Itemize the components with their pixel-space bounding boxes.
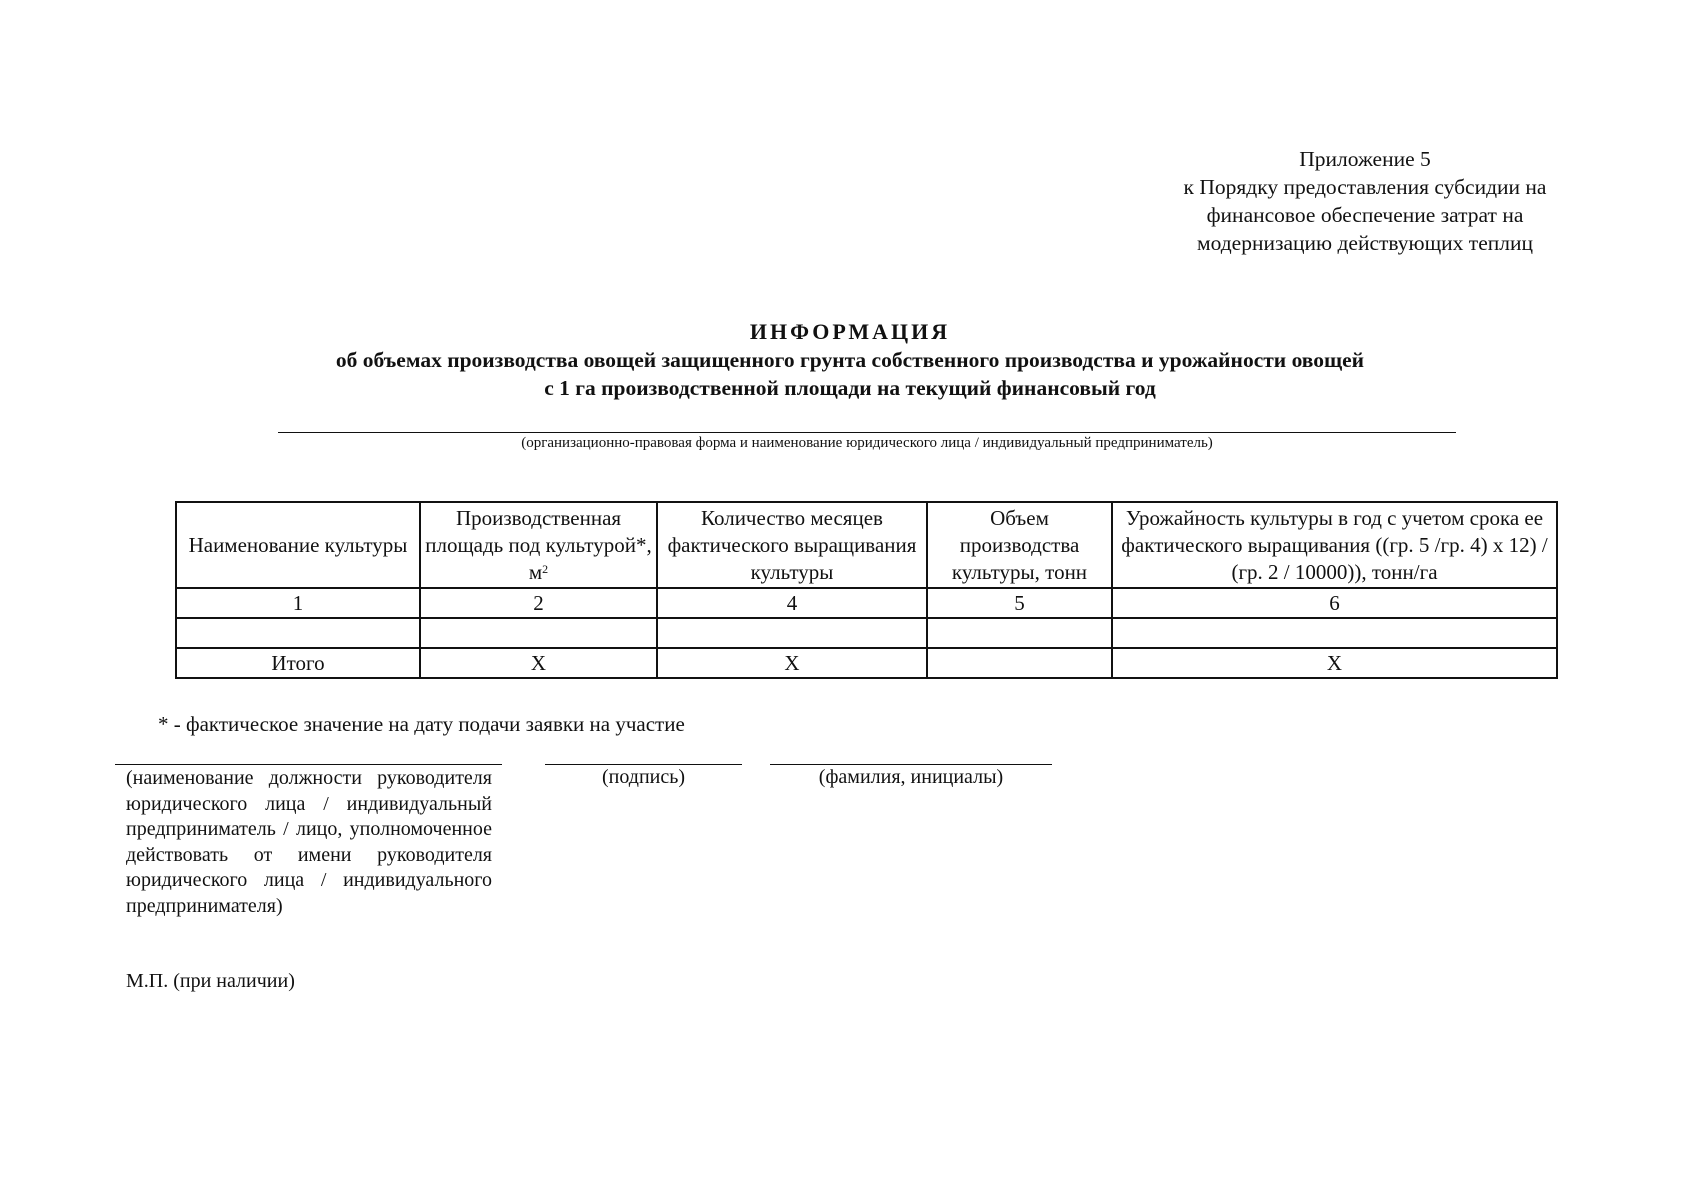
header-production-volume: Объем производства культуры, тонн <box>927 502 1112 588</box>
column-number: 1 <box>176 588 420 618</box>
area-unit-superscript: 2 <box>542 561 549 576</box>
total-cell[interactable] <box>927 648 1112 678</box>
table-cell[interactable] <box>1112 618 1557 648</box>
appendix-line: модернизацию действующих теплиц <box>1197 231 1533 255</box>
signature-line[interactable] <box>545 764 742 765</box>
footnote: * - фактическое значение на дату подачи заявки на участие <box>158 712 685 736</box>
name-line[interactable] <box>770 764 1052 765</box>
column-number: 4 <box>657 588 927 618</box>
production-table <box>175 501 1558 679</box>
signature-caption: (подпись) <box>601 766 686 788</box>
document-subtitle-line-1: об объемах производства овощей защищенного грунта собственного производства и урожайности овощей <box>335 348 1365 372</box>
document-title-block <box>200 318 1500 402</box>
header-months-count: Количество месяцев фактического выращивания культуры <box>657 502 927 588</box>
appendix-line: к Порядку предоставления субсидии на <box>1183 175 1547 199</box>
table-number-row <box>176 588 1557 618</box>
column-number: 5 <box>927 588 1112 618</box>
organization-name-line[interactable] <box>278 432 1456 433</box>
total-cell: X <box>1112 648 1557 678</box>
table-total-row <box>176 648 1557 678</box>
header-production-area-text: Производственная площадь под культурой*, м <box>425 505 652 584</box>
header-production-area <box>420 502 657 588</box>
position-caption: (наименование должности руководителя юридического лица / индивидуальный предприниматель / лицо, уполномоченное действовать от имени руководителя юридического лица / индивидуального предпринимателя) <box>126 767 492 917</box>
table-cell[interactable] <box>420 618 657 648</box>
column-number: 2 <box>420 588 657 618</box>
organization-caption: (организационно-правовая форма и наименование юридического лица / индивидуальный предприниматель) <box>521 435 1213 451</box>
total-cell: X <box>420 648 657 678</box>
stamp-note: М.П. (при наличии) <box>126 970 295 992</box>
appendix-line: Приложение 5 <box>1299 147 1431 171</box>
table-cell[interactable] <box>176 618 420 648</box>
table-cell[interactable] <box>927 618 1112 648</box>
column-number: 6 <box>1112 588 1557 618</box>
total-cell: X <box>657 648 927 678</box>
document-title: ИНФОРМАЦИЯ <box>749 319 951 344</box>
name-caption: (фамилия, инициалы) <box>818 766 1004 788</box>
total-label: Итого <box>176 648 420 678</box>
position-line[interactable] <box>115 764 502 765</box>
header-crop-name: Наименование культуры <box>176 502 420 588</box>
table-header-row <box>176 502 1557 588</box>
appendix-block <box>1150 145 1580 257</box>
table-cell[interactable] <box>657 618 927 648</box>
header-yield: Урожайность культуры в год с учетом срока ее фактического выращивания ((гр. 5 /гр. 4) х 12) / (гр. 2 / 10000)), тонн/га <box>1112 502 1557 588</box>
document-subtitle-line-2: с 1 га производственной площади на текущий финансовый год <box>544 376 1156 400</box>
appendix-line: финансовое обеспечение затрат на <box>1206 203 1524 227</box>
table-data-row <box>176 618 1557 648</box>
